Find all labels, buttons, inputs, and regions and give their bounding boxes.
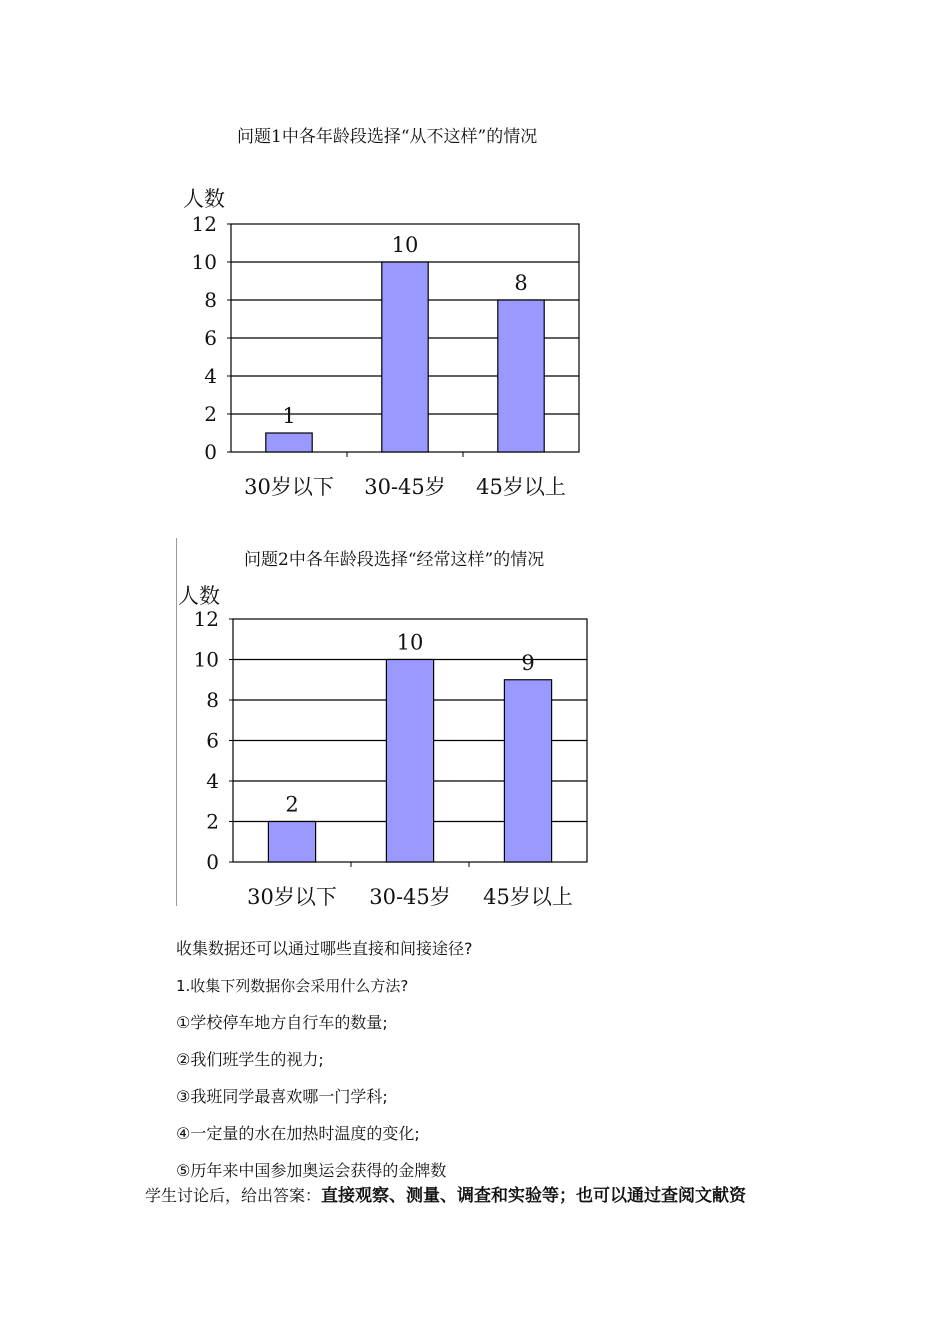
x-category-label: 30-45岁: [369, 885, 451, 909]
data-label: 2: [285, 792, 299, 817]
chart1-title: 问题1中各年龄段选择“从不这样”的情况: [237, 127, 538, 147]
bar-30岁以下: [266, 433, 312, 452]
data-label: 8: [514, 271, 528, 295]
y-tick-label: 10: [191, 250, 217, 274]
y-tick-label: 8: [204, 288, 217, 312]
y-tick-label: 12: [191, 212, 217, 236]
chart2: [190, 607, 620, 910]
y-tick-label: 0: [204, 440, 217, 464]
x-category-label: 45岁以上: [483, 885, 573, 909]
answer-line: [145, 1181, 746, 1206]
y-tick-label: 0: [206, 850, 219, 874]
sub-item-1: ①学校停车地方自行车的数量;: [176, 1013, 388, 1032]
y-tick-label: 4: [204, 364, 217, 388]
sub-item-5: ⑤历年来中国参加奥运会获得的金牌数: [176, 1161, 447, 1180]
question-text: 收集数据还可以通过哪些直接和间接途径?: [176, 939, 473, 958]
data-label: 1: [282, 404, 296, 428]
chart2-ylabel: 人数: [178, 584, 220, 608]
data-label: 10: [391, 233, 419, 257]
divider-line: [176, 538, 177, 906]
bar-45岁以上: [498, 300, 544, 452]
y-tick-label: 10: [193, 647, 219, 672]
x-category-label: 30岁以下: [247, 885, 337, 909]
x-category-label: 45岁以上: [476, 475, 566, 499]
answer-prefix: 学生讨论后，给出答案：: [145, 1186, 322, 1205]
data-label: 10: [396, 630, 424, 655]
y-tick-label: 12: [193, 607, 219, 631]
chart1: [180, 212, 600, 505]
bar-30-45岁: [386, 660, 433, 863]
sub-item-3: ③我班同学最喜欢哪一门学科;: [176, 1087, 388, 1106]
y-tick-label: 6: [204, 326, 217, 350]
sub-item-4: ④一定量的水在加热时温度的变化;: [176, 1124, 420, 1143]
answer-bold: 直接观察、测量、调查和实验等；也可以通过查阅文献资: [321, 1186, 747, 1206]
bar-45岁以上: [504, 680, 551, 862]
y-tick-label: 2: [204, 402, 217, 426]
y-tick-label: 2: [206, 809, 219, 834]
text-block: [176, 935, 473, 1194]
x-category-label: 30-45岁: [364, 475, 446, 499]
data-label: 9: [521, 650, 535, 675]
chart2-title: 问题2中各年龄段选择“经常这样”的情况: [244, 550, 545, 570]
y-tick-label: 8: [206, 688, 219, 712]
y-tick-label: 4: [206, 769, 219, 793]
bar-30-45岁: [382, 262, 428, 452]
bar-30岁以下: [268, 822, 315, 863]
y-tick-label: 6: [206, 728, 219, 753]
chart1-ylabel: 人数: [183, 187, 225, 211]
x-category-label: 30岁以下: [244, 475, 334, 499]
item1-text: 1.收集下列数据你会采用什么方法?: [176, 977, 409, 995]
sub-item-2: ②我们班学生的视力;: [176, 1050, 324, 1069]
